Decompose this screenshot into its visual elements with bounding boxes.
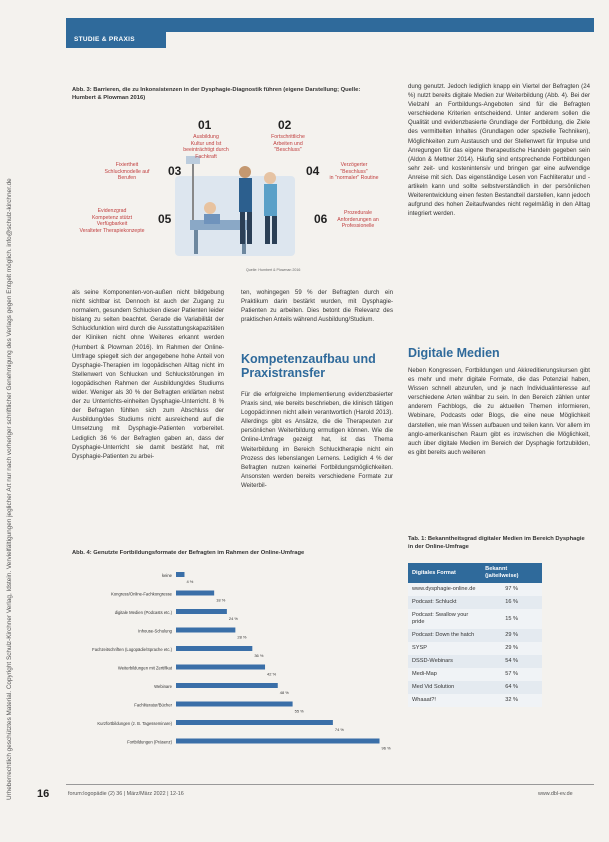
table1-cell-bekannt: 64 %	[481, 681, 542, 694]
table1-cell-format: Whaaat?!	[408, 694, 481, 707]
figure1-num-01: 01	[198, 118, 212, 132]
table1-cell-format: DSSD-Webinars	[408, 655, 481, 668]
page-number: 16	[37, 788, 50, 800]
table1-col-header-format: Digitales Format	[408, 563, 481, 583]
copyright-text: Urheberrechtlich geschütztes Material. Copyright Schulz-Kirchner Verlag, Idstein. Vervielfältigungen jeglicher Art nur nach vorheriger schriftlicher Genehmigung des Verlags gegen Entgelt möglich. info@schulz-kirchner.de	[6, 178, 13, 800]
copyright-sidebar	[4, 40, 24, 800]
table1-cell-format: Med Vid Solution	[408, 681, 481, 694]
table1-cell-format: Podcast: Down the hatch	[408, 629, 481, 642]
table-row	[408, 681, 542, 694]
table1-cell-format: www.dysphagie-online.de	[408, 583, 481, 596]
table1-cell-bekannt: 57 %	[481, 668, 542, 681]
footer-journal: forum:logopädie (2) 36 | März/März 2022 | 12-16	[68, 791, 184, 797]
bar-value-label: 96 %	[381, 745, 391, 751]
bar-category-label: Weiterbildungen mit Zertifikat	[117, 665, 172, 671]
figure1-num-05: 05	[158, 212, 172, 226]
bar-category-label: keine	[161, 573, 172, 578]
bar	[176, 665, 265, 670]
bar	[176, 591, 214, 596]
column-2-top-paragraph: ten, wohingegen 59 % der Befragten durch ein Praktikum darin bestärkt wurden, mit Dysphagie-Patienten zu arbeiten. Dies betont die Relevanz des praktischen Anteils während Ausbildung/Studium.	[241, 289, 393, 324]
table1-cell-bekannt: 15 %	[481, 609, 542, 629]
table-row	[408, 596, 542, 609]
bar-category-label: Webinare	[154, 684, 172, 689]
footer-rule	[66, 784, 594, 785]
figure2-chart	[72, 566, 392, 762]
table-row	[408, 629, 542, 642]
bar-category-label: Inhouse-Schulung	[138, 628, 172, 634]
bar-category-label: Kurzfortbildungen (z. B. Tagesseminare)	[97, 721, 172, 726]
table-row	[408, 609, 542, 629]
figure1-caption: Abb. 3: Barrieren, die zu Inkonsistenzen in der Dysphagie-Diagnostik führen (eigene Darstellung; Quelle: Humbert & Plowman 2016)	[72, 87, 361, 101]
bar	[176, 720, 333, 725]
figure1-num-06: 06	[314, 212, 328, 226]
table-row	[408, 694, 542, 707]
figure1-label-03: Fixiertheit Schluckmodelle auf Berufen	[104, 162, 150, 181]
figure1-label-02: Fortschrittliche Arbeiten und "Beschluss"	[271, 134, 305, 153]
bar	[176, 683, 278, 688]
bar-chart-svg	[72, 566, 392, 762]
header-bar	[66, 18, 594, 32]
figure1-num-02: 02	[278, 118, 292, 132]
bar	[176, 572, 184, 577]
bar-value-label: 74 %	[334, 727, 345, 732]
table-row	[408, 655, 542, 668]
heading-kompetenzaufbau: Kompetenzaufbau und Praxistransfer	[241, 352, 376, 380]
bar	[176, 628, 235, 633]
table1-cell-bekannt: 32 %	[481, 694, 542, 707]
table-row	[408, 583, 542, 596]
table1-cell-format: Podcast: Schluckt	[408, 596, 481, 609]
table-row	[408, 642, 542, 655]
figure1-label-06: Prozedurale Anforderungen an Professionelle	[337, 210, 379, 229]
bar-category-label: Kongress/Online-Fachkongresse	[111, 591, 172, 597]
table1-cell-bekannt: 54 %	[481, 655, 542, 668]
column-3-top-paragraph: dung genutzt. Jedoch lediglich knapp ein Viertel der Befragten (24 %) nutzt bereits digitale Medien zur Weiterbildung (Abb. 4). Bei der Vielzahl an Fortbildungs-Angeboten sind für die Befragten verschiedene Kriterien entscheidend. Unter anderem sollen die Qualität und evidenzbasierte Grundlage der Fortbildung, die Ziele des vermittelten Inhaltes (Grundlagen oder spezielle Techniken), Möglichkeiten zum Austausch und der Stellenwert für Impulse und Anregungen für das eigene therapeutische Handeln gegeben sein (Aldon & Mettner 2014). Häufig sind entsprechende Fortbildungen sehr zeit- und kostenintensiv und bringen gar eine aufwendige Anreise mit sich. Das eigenständige Lesen von Fachliteratur und -artikeln kann und sollte selbstverständlich in der persönlichen Weiterentwicklung einen festen Bestandteil darstellen, kann jedoch aufgrund des hohen Zeitaufwandes nicht regelmäßig in den Alltag integriert werden.	[408, 83, 590, 218]
bar	[176, 702, 293, 707]
column-2-top-text	[241, 288, 393, 336]
figure1-label-04: Verzögerter "Beschluss" in "normaler" Routine	[329, 162, 379, 181]
bar-value-label: 4 %	[186, 579, 194, 584]
bar	[176, 609, 227, 614]
figure1-label-01: Ausbildung Kultur und Ist beeinträchtigt durch Fachkraft	[183, 134, 229, 160]
bar	[176, 646, 252, 651]
figure1-num-04: 04	[306, 164, 320, 178]
table1-cell-bekannt: 29 %	[481, 629, 542, 642]
bar-value-label: 24 %	[228, 616, 239, 621]
bar-value-label: 48 %	[279, 690, 289, 695]
figure1-label-05: Evidenzgrad Kompetenz stützt Verfügbarkeit Veralteter Therapiekonzepte	[79, 208, 145, 234]
table1-header-row	[408, 563, 542, 583]
bar-category-label: Fachzeitschriften (Logopädie/Sprache etc.)	[92, 647, 172, 652]
table1	[408, 563, 542, 707]
table-row	[408, 668, 542, 681]
figure2-caption: Abb. 4: Genutzte Fortbildungsformate der Befragten im Rahmen der Online-Umfrage	[72, 550, 305, 556]
column-2-bottom-text	[241, 390, 393, 518]
table1-cell-format: Podcast: Swallow your pride	[408, 609, 481, 629]
table1-cell-bekannt: 97 %	[481, 583, 542, 596]
table1-cell-format: SYSP	[408, 642, 481, 655]
bar-value-label: 28 %	[237, 634, 247, 640]
bar-value-label: 36 %	[254, 653, 264, 658]
table1-cell-bekannt: 16 %	[481, 596, 542, 609]
footer-url: www.dbl-ev.de	[538, 791, 573, 797]
bar-value-label: 18 %	[216, 597, 226, 603]
bar-category-label: Fortbildungen (Präsenz)	[127, 739, 172, 745]
figure1-source: Quelle: Humbert & Plowman 2016	[246, 268, 301, 272]
heading-digitale-medien: Digitale Medien	[408, 346, 500, 360]
bar-category-label: Fachliteratur/Bücher	[134, 702, 172, 708]
bar-value-label: 42 %	[267, 671, 277, 677]
column-3-top-text	[408, 82, 590, 332]
table1-cell-format: Medi-Map	[408, 668, 481, 681]
bar	[176, 739, 380, 744]
column-1-paragraph: als seine Komponenten-von-außen nicht bildgebung nicht sichtbar ist. Dennoch ist auch der Zugang zu normalem, gesundem Schlucken dieser Patienten leider bislang zu selten beachtet. Gerade die Variabilität der Schluckfunktion wird durch die Ausstattungskapazitäten der Kliniken nicht ohne Weiteres erkannt werden (Humbert & Plowman 2016). Im Rahmen der Online-Umfrage spiegelt sich der angegebene hohe Anteil von Dysphagie-Therapien im logopädischen Alltag nicht im Stellenwert von Schlucken und Schluckstörungen im logopädischen Rahmen der Ausbildung/des Studiums wider. Weniger als 30 % der Befragten erklärten nebst der zu Unterrichts-einheiten Dysphagie-Unterricht. 8 % der Befragten fühlten sich zum Abschluss der Ausbildung/des Studiums nicht ausreichend auf die Umsetzung mit Dysphagie-Patienten vorbereitet. Lediglich 36 % der Befragten gaben an, dass der Dysphagie-Unterricht sie damit bestärkt hat, mit Dysphagie-Patienten zu arbei-	[72, 289, 224, 460]
table1-col-header-bekannt: Bekannt (ja/teilweise)	[481, 563, 542, 583]
column-3-bottom-paragraph: Neben Kongressen, Fortbildungen und Akkreditierungskursen gibt es mehr und mehr digitale Formate, die das Potenzial haben, Wissen schnell abzurufen, und je nach Individualinteresse auf verschiedene Arten wählbar zu sein. In den Bereich zählen unter anderem Fachblogs, die zu aktuellen Themen informieren, Webinare, Podcasts oder Blogs, die eine neue Möglichkeit darstellen, wie man Wissen aufbauen und teilen kann. Vor allem im anglo-amerikanischen Raum gibt es inzwischen die Möglichkeit, auch über digitale Medien im Bereich der Dysphagie fortzubilden, es gibt bereits auch weiteren	[408, 367, 590, 456]
column-1-text	[72, 288, 224, 518]
column-2-bottom-paragraph: Für die erfolgreiche Implementierung evidenzbasierter Praxis sind, wie bereits beschrieben, die klinisch tätigen Logopäd:innen nicht allein verantwortlich (Harold 2013). Allerdings gibt es Ansätze, die die Therapeuten zur persönlichen Weiterbildung ermutigen können. Wie die Online-Umfrage gezeigt hat, ist das Thema Weiterbildung im Bereich Schlucktherapie nicht ein Prozess des lebenslangen Lernens. Lediglich 4 % der Befragten nutzen keinerlei Fortbildungsmöglichkeiten. Ansonsten werden bereits verschiedene Formate zur Weiterbil-	[241, 391, 393, 489]
column-3-bottom-text	[408, 366, 590, 530]
table1-caption: Tab. 1: Bekanntheitsgrad digitaler Medien im Bereich Dysphagie in der Online-Umfrage	[408, 536, 585, 550]
table1-cell-bekannt: 29 %	[481, 642, 542, 655]
bar-category-label: digitale Medien (Podcasts etc.)	[114, 610, 172, 615]
figure1-num-03: 03	[168, 164, 182, 178]
figure1	[70, 112, 385, 277]
bar-value-label: 55 %	[294, 708, 304, 714]
section-tab: STUDIE & PRAXIS	[66, 32, 166, 48]
